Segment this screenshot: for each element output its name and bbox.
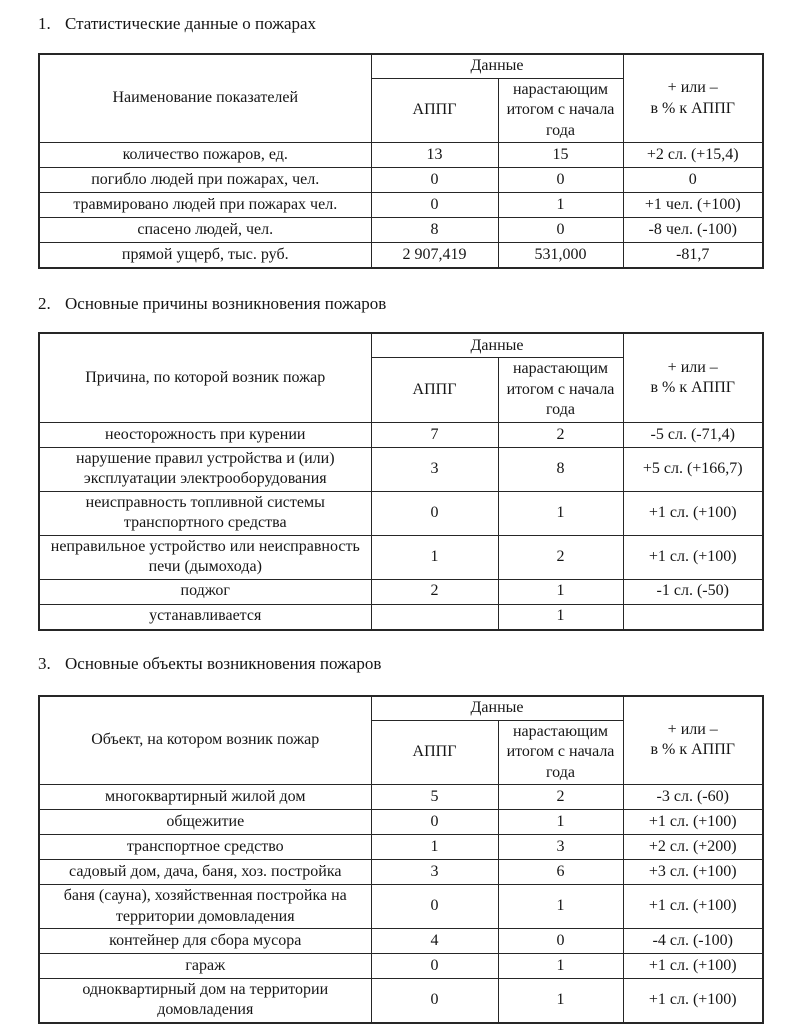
- delta-value: -8 чел. (-100): [623, 218, 763, 243]
- row-label: неосторожность при курении: [39, 422, 371, 447]
- column-header-data-group: Данные: [371, 333, 623, 358]
- ytd-value: 2: [498, 785, 623, 810]
- section-fire-objects: [38, 654, 762, 1024]
- table-row: [39, 885, 763, 929]
- delta-value: +1 сл. (+100): [623, 810, 763, 835]
- appg-value: 3: [371, 860, 498, 885]
- column-header-delta: [623, 696, 763, 785]
- column-header-delta: [623, 333, 763, 422]
- table-row: [39, 785, 763, 810]
- delta-header-line2: в % к АППГ: [650, 379, 736, 397]
- row-label: многоквартирный жилой дом: [39, 785, 371, 810]
- table-header-row: [39, 333, 763, 358]
- row-label: поджог: [39, 579, 371, 604]
- appg-value: 0: [371, 810, 498, 835]
- delta-header-line2: в % к АППГ: [650, 741, 736, 759]
- ytd-value: 15: [498, 143, 623, 168]
- row-label: общежитие: [39, 810, 371, 835]
- ytd-value: 0: [498, 168, 623, 193]
- ytd-value: 6: [498, 860, 623, 885]
- row-label: нарушение правил устройства и (или) эксплуатации электрооборудования: [39, 447, 371, 491]
- table-row: [39, 143, 763, 168]
- delta-value: +5 сл. (+166,7): [623, 447, 763, 491]
- column-header-delta: [623, 54, 763, 143]
- ytd-value: 531,000: [498, 243, 623, 269]
- ytd-value: 2: [498, 535, 623, 579]
- delta-header-line2: в % к АППГ: [650, 99, 736, 117]
- delta-header-line1: + или –: [667, 358, 718, 376]
- section-fire-causes: [38, 294, 762, 630]
- delta-header-line1: + или –: [667, 720, 718, 738]
- fire-statistics-table: [38, 53, 764, 269]
- ytd-value: 8: [498, 447, 623, 491]
- row-label: гараж: [39, 953, 371, 978]
- delta-value: +2 сл. (+15,4): [623, 143, 763, 168]
- column-header-ytd: нарастающим итогом с начала года: [498, 720, 623, 784]
- fire-causes-table: [38, 332, 764, 630]
- appg-value: 2 907,419: [371, 243, 498, 269]
- table-row: [39, 218, 763, 243]
- appg-value: 13: [371, 143, 498, 168]
- column-header-appg: АППГ: [371, 358, 498, 422]
- column-header-ytd: нарастающим итогом с начала года: [498, 358, 623, 422]
- appg-value: 4: [371, 928, 498, 953]
- delta-value: +1 сл. (+100): [623, 953, 763, 978]
- column-header-data-group: Данные: [371, 54, 623, 79]
- section-heading: [38, 294, 762, 314]
- row-label: спасено людей, чел.: [39, 218, 371, 243]
- delta-value: +1 сл. (+100): [623, 885, 763, 929]
- section-number: 3.: [38, 653, 51, 673]
- table-row: [39, 928, 763, 953]
- appg-value: 0: [371, 491, 498, 535]
- ytd-value: 1: [498, 885, 623, 929]
- appg-value: 1: [371, 835, 498, 860]
- column-header-appg: АППГ: [371, 79, 498, 143]
- table-header-row: [39, 54, 763, 79]
- table-row: [39, 810, 763, 835]
- row-label: устанавливается: [39, 604, 371, 630]
- appg-value: 0: [371, 953, 498, 978]
- appg-value: 5: [371, 785, 498, 810]
- appg-value: 7: [371, 422, 498, 447]
- delta-value: +1 чел. (+100): [623, 193, 763, 218]
- section-title: Статистические данные о пожарах: [65, 14, 317, 33]
- table-row: [39, 422, 763, 447]
- row-label: транспортное средство: [39, 835, 371, 860]
- row-label: неисправность топливной системы транспортного средства: [39, 491, 371, 535]
- delta-value: -3 сл. (-60): [623, 785, 763, 810]
- appg-value: 0: [371, 978, 498, 1022]
- table-row: [39, 604, 763, 630]
- column-header-ytd: нарастающим итогом с начала года: [498, 79, 623, 143]
- section-title: Основные причины возникновения пожаров: [65, 294, 387, 314]
- table-row: [39, 168, 763, 193]
- ytd-value: 1: [498, 491, 623, 535]
- ytd-value: 1: [498, 810, 623, 835]
- fire-objects-table: [38, 695, 764, 1024]
- column-header-data-group: Данные: [371, 696, 623, 721]
- table-row: [39, 978, 763, 1022]
- table-row: [39, 491, 763, 535]
- appg-value: [371, 604, 498, 630]
- row-label: садовый дом, дача, баня, хоз. постройка: [39, 860, 371, 885]
- delta-value: +1 сл. (+100): [623, 491, 763, 535]
- row-label: одноквартирный дом на территории домовладения: [39, 978, 371, 1022]
- table-row: [39, 860, 763, 885]
- column-header-indicator-name: Наименование показателей: [39, 54, 371, 143]
- delta-value: +2 сл. (+200): [623, 835, 763, 860]
- ytd-value: 1: [498, 193, 623, 218]
- appg-value: 0: [371, 885, 498, 929]
- ytd-value: 0: [498, 218, 623, 243]
- delta-value: -5 сл. (-71,4): [623, 422, 763, 447]
- column-header-appg: АППГ: [371, 720, 498, 784]
- delta-value: -4 сл. (-100): [623, 928, 763, 953]
- row-label: контейнер для сбора мусора: [39, 928, 371, 953]
- table-row: [39, 579, 763, 604]
- delta-value: 0: [623, 168, 763, 193]
- section-number: 2.: [38, 294, 51, 314]
- delta-value: +1 сл. (+100): [623, 978, 763, 1022]
- ytd-value: 3: [498, 835, 623, 860]
- appg-value: 1: [371, 535, 498, 579]
- section-heading: [38, 654, 762, 674]
- section-title: Основные объекты возникновения пожаров: [65, 653, 382, 673]
- delta-value: [623, 604, 763, 630]
- table-row: [39, 835, 763, 860]
- ytd-value: 1: [498, 978, 623, 1022]
- ytd-value: 1: [498, 579, 623, 604]
- appg-value: 3: [371, 447, 498, 491]
- delta-value: +1 сл. (+100): [623, 535, 763, 579]
- row-label: погибло людей при пожарах, чел.: [39, 168, 371, 193]
- ytd-value: 2: [498, 422, 623, 447]
- appg-value: 2: [371, 579, 498, 604]
- table-row: [39, 953, 763, 978]
- ytd-value: 0: [498, 928, 623, 953]
- section-heading: [38, 14, 762, 34]
- table-row: [39, 535, 763, 579]
- appg-value: 0: [371, 168, 498, 193]
- row-label: количество пожаров, ед.: [39, 143, 371, 168]
- delta-value: -81,7: [623, 243, 763, 269]
- table-row: [39, 193, 763, 218]
- row-label: травмировано людей при пожарах чел.: [39, 193, 371, 218]
- section-fire-statistics: [38, 14, 762, 269]
- ytd-value: 1: [498, 953, 623, 978]
- ytd-value: 1: [498, 604, 623, 630]
- table-row: [39, 243, 763, 269]
- appg-value: 0: [371, 193, 498, 218]
- row-label: неправильное устройство или неисправность печи (дымохода): [39, 535, 371, 579]
- appg-value: 8: [371, 218, 498, 243]
- delta-value: -1 сл. (-50): [623, 579, 763, 604]
- table-row: [39, 447, 763, 491]
- column-header-object-name: Объект, на котором возник пожар: [39, 696, 371, 785]
- column-header-cause-name: Причина, по которой возник пожар: [39, 333, 371, 422]
- table-header-row: [39, 696, 763, 721]
- row-label: прямой ущерб, тыс. руб.: [39, 243, 371, 269]
- section-number: 1.: [38, 14, 51, 33]
- delta-value: +3 сл. (+100): [623, 860, 763, 885]
- row-label: баня (сауна), хозяйственная постройка на территории домовладения: [39, 885, 371, 929]
- delta-header-line1: + или –: [667, 79, 718, 97]
